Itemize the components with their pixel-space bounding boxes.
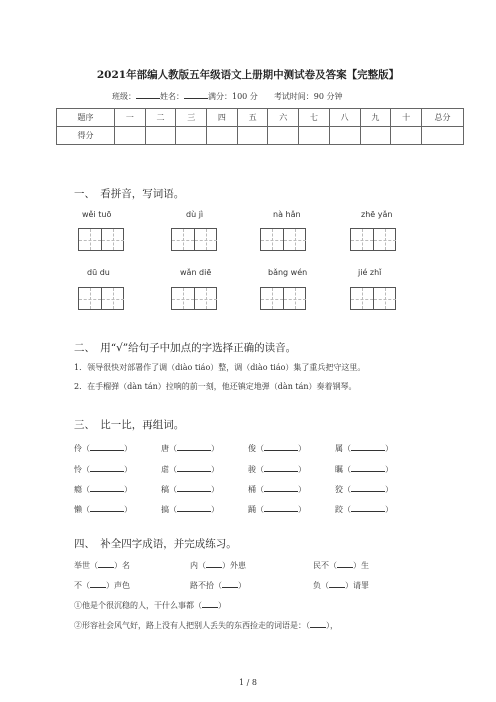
- answer-blank[interactable]: [90, 503, 124, 512]
- answer-blank[interactable]: [351, 483, 385, 492]
- answer-blank[interactable]: [351, 463, 385, 472]
- idiom-suffix: ）外患: [222, 561, 246, 570]
- compare-char: 伶: [74, 444, 82, 453]
- score-header-cell: 一: [115, 109, 146, 127]
- answer-blank[interactable]: [264, 503, 298, 512]
- idiom-prefix: 内（: [190, 561, 206, 570]
- answer-blank[interactable]: [310, 619, 326, 628]
- score-cell[interactable]: [299, 127, 330, 145]
- compare-char: 跤: [335, 505, 343, 514]
- page-number: 1 / 8: [239, 678, 257, 687]
- section1-title: 一、 看拼音，写词语。: [74, 188, 185, 200]
- idiom-suffix: ）声色: [106, 581, 130, 590]
- writing-grid[interactable]: [350, 287, 396, 310]
- section3-title: 三、 比一比，再组词。: [74, 419, 185, 431]
- page-title: 2021年部编人教版五年级语文上册期中测试卷及答案【完整版】: [96, 69, 400, 81]
- score-header-cell: 六: [268, 109, 299, 127]
- compare-char: 懒: [74, 505, 82, 514]
- class-blank: [136, 90, 160, 99]
- question-line: 1．领导很快对部署作了调（diào tiáo）整，调（diào tiáo）集了重兵把守这里。: [74, 363, 366, 372]
- idiom-question: [74, 599, 226, 611]
- score-header-cell: 七: [299, 109, 330, 127]
- answer-blank[interactable]: [177, 503, 211, 512]
- question-text: ）: [218, 601, 226, 610]
- score-cell[interactable]: [329, 127, 360, 145]
- answer-blank[interactable]: [264, 463, 298, 472]
- answer-blank[interactable]: [177, 483, 211, 492]
- idiom-row: [74, 579, 369, 591]
- idiom-blank[interactable]: [337, 559, 353, 568]
- compare-row: 伶（ ） 唐（ ） 俊（ ） 属（ ）: [74, 444, 393, 453]
- pinyin: bǎng wén: [268, 268, 308, 277]
- idiom-prefix: 路不拾（: [190, 581, 222, 590]
- compare-char: 狡: [335, 485, 343, 494]
- pinyin: zhē yǎn: [361, 210, 393, 219]
- answer-blank[interactable]: [90, 463, 124, 472]
- idiom-prefix: 不（: [74, 581, 90, 590]
- compare-char: 瘾: [74, 485, 82, 494]
- class-label: 班级：: [112, 92, 136, 101]
- pinyin: nà hǎn: [273, 210, 301, 219]
- answer-blank[interactable]: [264, 483, 298, 492]
- compare-char: 骏: [248, 465, 256, 474]
- answer-blank[interactable]: [351, 503, 385, 512]
- score-row: [57, 127, 464, 145]
- score-cell[interactable]: [422, 127, 464, 145]
- writing-grid[interactable]: [171, 228, 217, 251]
- idiom-prefix: 民不（: [313, 561, 337, 570]
- compare-char: 怜: [74, 465, 82, 474]
- compare-char: 瞩: [335, 465, 343, 474]
- compare-char: 俊: [248, 444, 256, 453]
- writing-grid[interactable]: [78, 287, 124, 310]
- score-header-cell: 九: [360, 109, 391, 127]
- answer-blank[interactable]: [177, 442, 211, 451]
- pinyin: wěi tuō: [82, 210, 112, 219]
- idiom-prefix: 负（: [313, 581, 329, 590]
- score-header-cell: 五: [237, 109, 268, 127]
- idiom-suffix: ）生: [353, 561, 369, 570]
- compare-char: 唐: [161, 444, 169, 453]
- idiom-suffix: ）请罪: [345, 581, 369, 590]
- compare-char: 搞: [161, 505, 169, 514]
- score-row-label: 得分: [57, 127, 115, 145]
- compare-char: 属: [335, 444, 343, 453]
- score-cell[interactable]: [145, 127, 176, 145]
- compare-row: 怜（ ） 虐（ ） 骏（ ） 瞩（ ）: [74, 465, 393, 474]
- score-cell[interactable]: [237, 127, 268, 145]
- pinyin: dù jì: [186, 210, 204, 219]
- idiom-question: [74, 619, 338, 631]
- full-score: 满分：100 分: [208, 92, 258, 101]
- writing-grid[interactable]: [260, 287, 306, 310]
- idiom-blank[interactable]: [222, 579, 238, 588]
- question-text: ），: [326, 621, 338, 630]
- exam-info: [112, 90, 343, 102]
- question-line: 2．在手榴弹（dàn tán）拉响的前一刻，他还镇定地弹（dàn tán）奏着钢琴。: [74, 382, 357, 391]
- answer-blank[interactable]: [90, 483, 124, 492]
- compare-char: 桶: [248, 485, 256, 494]
- compare-char: 踊: [248, 505, 256, 514]
- answer-blank[interactable]: [202, 599, 218, 608]
- score-table: [56, 108, 464, 145]
- idiom-blank[interactable]: [98, 559, 114, 568]
- idiom-blank[interactable]: [90, 579, 106, 588]
- score-header-cell: 四: [207, 109, 238, 127]
- name-label: 姓名：: [160, 92, 184, 101]
- pinyin: wǎn diē: [180, 268, 212, 277]
- answer-blank[interactable]: [177, 463, 211, 472]
- idiom-blank[interactable]: [329, 579, 345, 588]
- compare-char: 虐: [161, 465, 169, 474]
- answer-blank[interactable]: [90, 442, 124, 451]
- score-cell[interactable]: [268, 127, 299, 145]
- idiom-suffix: ）名: [114, 561, 130, 570]
- idiom-blank[interactable]: [206, 559, 222, 568]
- compare-row: 瘾（ ） 稿（ ） 桶（ ） 狡（ ）: [74, 485, 393, 494]
- idiom-prefix: 举世（: [74, 561, 98, 570]
- section4-title: 四、 补全四字成语，并完成练习。: [74, 538, 237, 550]
- answer-blank[interactable]: [351, 442, 385, 451]
- score-header-cell: 总分: [422, 109, 464, 127]
- compare-char: 稿: [161, 485, 169, 494]
- name-blank: [184, 90, 208, 99]
- score-header-cell: 八: [329, 109, 360, 127]
- score-cell[interactable]: [360, 127, 391, 145]
- score-header-row: [57, 109, 464, 127]
- answer-blank[interactable]: [264, 442, 298, 451]
- score-header-cell: 三: [176, 109, 207, 127]
- score-cell[interactable]: [176, 127, 207, 145]
- score-cell[interactable]: [115, 127, 146, 145]
- writing-grid[interactable]: [78, 228, 124, 251]
- idiom-row: [74, 559, 369, 571]
- score-header-cell: 二: [145, 109, 176, 127]
- writing-grid[interactable]: [171, 287, 217, 310]
- writing-grid[interactable]: [260, 228, 306, 251]
- section2-title: 二、 用“√”给句子中加点的字选择正确的读音。: [74, 342, 297, 354]
- question-text: ②形容社会风气好，路上没有人把别人丢失的东西捡走的词语是：（: [74, 621, 310, 630]
- score-cell[interactable]: [391, 127, 422, 145]
- score-cell[interactable]: [207, 127, 238, 145]
- idiom-suffix: ）: [238, 581, 246, 590]
- writing-grid[interactable]: [350, 228, 396, 251]
- exam-time: 考试时间：90 分钟: [273, 92, 343, 101]
- pinyin: dū du: [87, 268, 110, 277]
- compare-row: 懒（ ） 搞（ ） 踊（ ） 跤（ ）: [74, 505, 393, 514]
- score-header-cell: 题序: [57, 109, 115, 127]
- pinyin: jié zhǐ: [358, 268, 382, 277]
- question-text: ①他是个很沉稳的人，干什么事都（: [74, 601, 202, 610]
- score-header-cell: 十: [391, 109, 422, 127]
